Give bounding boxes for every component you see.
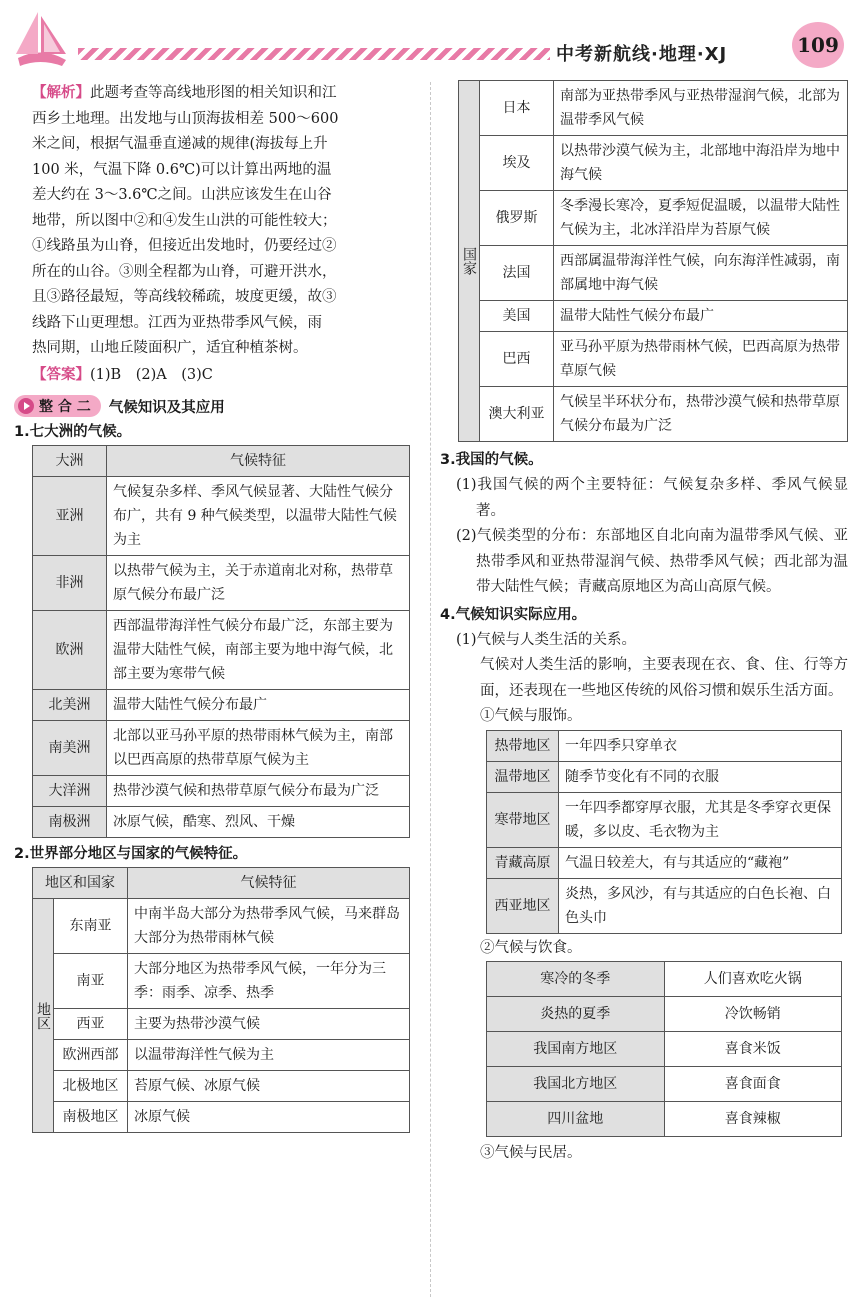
- table-row: 巴西 亚马孙平原为热带雨林气候，巴西高原为热带草原气候: [459, 332, 848, 387]
- list-item: (1)我国气候的两个主要特征：气候复杂多样、季风气候显著。: [456, 477, 848, 519]
- section-header: [14, 394, 410, 418]
- section-badge: 整 合 二: [14, 395, 101, 417]
- table-row: 澳大利亚 气候呈半环状分布，热带沙漠气候和热带草原气候分布最为广泛: [459, 387, 848, 442]
- header-decoration-band: [78, 48, 550, 60]
- right-column: [440, 80, 848, 1167]
- table-row: 俄罗斯 冬季漫长寒冷，夏季短促温暖，以温带大陆性气候为主，北冰洋沿岸为苔原气候: [459, 191, 848, 246]
- table-row: 西亚地区 炎热，多风沙，有与其适应的白色长袍、白色头巾: [487, 878, 842, 933]
- table-row: 寒冷的冬季 人们喜欢吃火锅: [487, 962, 842, 997]
- table-row: 北极地区 苔原气候、冰原气候: [33, 1071, 410, 1102]
- sub-heading: (1)气候与人类生活的关系。: [456, 631, 637, 648]
- countries-table: [458, 80, 848, 442]
- answer-tag: 【答案】: [32, 365, 90, 383]
- table-row: 四川盆地 喜食辣椒: [487, 1102, 842, 1137]
- table-row: 北美洲 温带大陆性气候分布最广: [33, 690, 410, 721]
- table-row: 我国北方地区 喜食面食: [487, 1067, 842, 1102]
- column-divider: [430, 82, 431, 1297]
- page-number: 109: [792, 22, 844, 68]
- table-row: 我国南方地区 喜食米饭: [487, 1032, 842, 1067]
- heading-continents: 1.七大洲的气候。: [14, 424, 132, 440]
- table-row: 地区 东南亚 中南半岛大部分为热带季风气候，马来群岛大部分为热带雨林气候: [33, 899, 410, 954]
- clothing-title: ①气候与服饰。: [480, 708, 582, 724]
- heading-regions: 2.世界部分地区与国家的气候特征。: [14, 846, 248, 862]
- analysis-tag: 【解析】: [32, 84, 90, 101]
- continents-table: [32, 445, 410, 838]
- housing-title: ③气候与民居。: [480, 1145, 582, 1161]
- table-row: 温带地区 随季节变化有不同的衣服: [487, 761, 842, 792]
- answer-line: [14, 362, 410, 389]
- paragraph: 气候对人类生活的影响，主要表现在衣、食、住、行等方面，还表现在一些地区传统的风俗习惯和娱乐生活方面。: [480, 657, 848, 699]
- table-row: 非洲 以热带气候为主，关于赤道南北对称，热带草原气候分布最广泛: [33, 556, 410, 611]
- table-row: 埃及 以热带沙漠气候为主，北部地中海沿岸为地中海气候: [459, 136, 848, 191]
- regions-table: [32, 867, 410, 1133]
- region-group-label: 地区: [33, 899, 54, 1133]
- table-row: 欧洲 西部温带海洋性气候分布最广泛，东部主要为温带大陆性气候，南部主要为地中海气候，北部主要为寒带气候: [33, 611, 410, 690]
- table-row: 南亚 大部分地区为热带季风气候，一年分为三季：雨季、凉季、热季: [33, 954, 410, 1009]
- food-table: [486, 961, 842, 1137]
- list-item: (2)气候类型的分布：东部地区自北向南为温带季风气候、亚热带季风和亚热带湿润气候、热带季风气候；西北部为温带大陆性气候；青藏高原地区为高山高原气候。: [456, 528, 848, 595]
- table-row: 法国 西部属温带海洋性气候，向东海洋性减弱，南部属地中海气候: [459, 246, 848, 301]
- table-row: 青藏高原 气温日较差大，有与其适应的“藏袍”: [487, 847, 842, 878]
- heading-china-climate: 3.我国的气候。: [440, 452, 543, 468]
- book-title: 中考新航线·地理·XJ: [556, 44, 728, 65]
- section-title: 气候知识及其应用: [108, 399, 225, 416]
- table-row: 南美洲 北部以亚马孙平原的热带雨林气候为主，南部以巴西高原的热带草原气候为主: [33, 721, 410, 776]
- play-icon: [18, 398, 34, 414]
- food-title: ②气候与饮食。: [480, 939, 582, 956]
- table-header-row: 大洲 气候特征: [33, 446, 410, 477]
- answer-text: (1)B (2)A (3)C: [90, 366, 213, 383]
- table-row: 西亚 主要为热带沙漠气候: [33, 1009, 410, 1040]
- table-row: 亚洲 气候复杂多样、季风气候显著、大陆性气候分布广，共有 9 种气候类型，以温带大陆性气候为主: [33, 477, 410, 556]
- heading-applications: 4.气候知识实际应用。: [440, 606, 587, 623]
- table-header-row: 地区和国家 气候特征: [33, 868, 410, 899]
- page-header: [0, 0, 860, 78]
- table-row: 大洋洲 热带沙漠气候和热带草原气候分布最为广泛: [33, 776, 410, 807]
- sailboat-logo-icon: [8, 6, 78, 72]
- table-row: 寒带地区 一年四季都穿厚衣服，尤其是冬季穿衣更保暖，多以皮、毛衣物为主: [487, 792, 842, 847]
- table-row: 热带地区 一年四季只穿单衣: [487, 730, 842, 761]
- table-row: 南极地区 冰原气候: [33, 1102, 410, 1133]
- table-row: 美国 温带大陆性气候分布最广: [459, 301, 848, 332]
- table-row: 炎热的夏季 冷饮畅销: [487, 997, 842, 1032]
- table-row: 欧洲西部 以温带海洋性气候为主: [33, 1040, 410, 1071]
- clothing-table: [486, 730, 842, 934]
- table-row: 南极洲 冰原气候，酷寒、烈风、干燥: [33, 807, 410, 838]
- table-row: 国家 日本 南部为亚热带季风与亚热带湿润气候，北部为温带季风气候: [459, 81, 848, 136]
- left-column: [14, 80, 410, 1133]
- analysis-paragraph: 【解析】此题考查等高线地形图的相关知识和江 西乡土地理。出发地与山顶海拔相差 500～600 米之间，根据气温垂直递减的规律(海拔每上升 100 米，气温下降 0.6℃)可以计算出两地的温 差大约在 3～3.6℃之间。山洪应该发生在山谷 地带，所以图中②和④发生山洪的可能性较大； ①线路虽为山脊，但接近出发地时，仍要经过② 所在的山谷。③则全程都为山脊，可避开洪水， 且③路径最短，等高线较稀疏，坡度更缓，故③ 线路下山更理想。江西为亚热带季风气候，雨 热同期，山地丘陵面积广，适宜种植茶树。: [32, 84, 339, 356]
- country-group-label: 国家: [459, 81, 480, 442]
